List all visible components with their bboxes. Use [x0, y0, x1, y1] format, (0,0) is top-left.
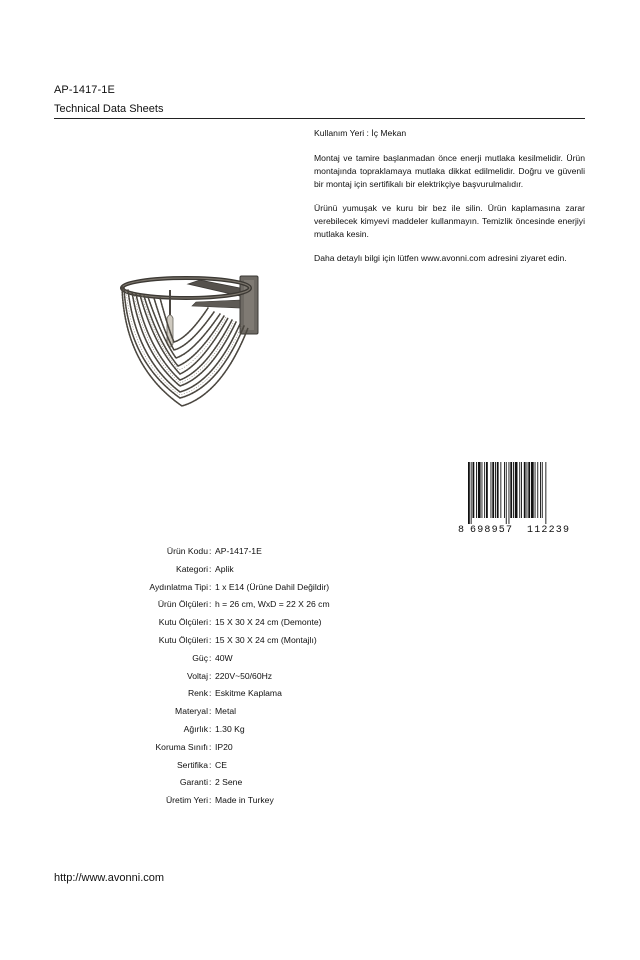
barcode [456, 460, 586, 534]
barcode-bar [513, 462, 514, 518]
spec-value: h = 26 cm, WxD = 22 X 26 cm [215, 599, 330, 610]
barcode-right-digits: 112239 [527, 525, 571, 534]
spec-separator: : [209, 706, 212, 717]
spec-value: 220V~50/60Hz [215, 670, 273, 681]
spec-separator: : [209, 617, 212, 628]
footer-url: http://www.avonni.com [54, 872, 165, 884]
barcode-bar [497, 462, 499, 518]
spec-label: Kutu Ölçüleri [158, 617, 208, 628]
spec-label: Aydınlatma Tipi [149, 581, 208, 592]
barcode-bar [509, 462, 510, 524]
barcode-bars [468, 462, 546, 524]
spec-row [0, 705, 640, 723]
cleaning-instructions: Ürünü yumuşak ve kuru bir bez ile silin. Ürün kaplamasına zarar verebilecek kimyevi maddeler kullanmayın. Temizlik öncesinde enerjiyi mutlaka kesin. [314, 203, 585, 239]
header-divider [54, 118, 585, 119]
barcode-left-digits: 698957 [470, 525, 514, 534]
product-code-heading: AP-1417-1E [54, 84, 115, 96]
spec-label: Güç [192, 652, 208, 663]
spec-row [0, 759, 640, 777]
barcode-bar [521, 462, 522, 518]
barcode-bar [473, 462, 475, 518]
spec-row [0, 598, 640, 616]
spec-label: Ürün Kodu [166, 546, 208, 556]
spec-separator: : [209, 563, 212, 574]
spec-value: 40W [215, 652, 233, 663]
spec-separator: : [209, 795, 212, 806]
spec-separator: : [209, 724, 212, 734]
barcode-bar [510, 462, 512, 518]
usage-info-block [314, 127, 585, 276]
spec-value: Metal [215, 706, 237, 717]
spec-separator: : [209, 652, 212, 663]
spec-separator: : [209, 546, 212, 556]
spec-label: Sertifika [176, 759, 208, 770]
spec-label: Kutu Ölçüleri [158, 635, 208, 645]
spec-label: Üretim Yeri [165, 795, 208, 806]
spec-row [0, 776, 640, 794]
spec-row [0, 794, 640, 812]
spec-row [0, 545, 640, 563]
barcode-bar [524, 462, 526, 518]
spec-separator: : [209, 670, 212, 681]
spec-value: Eskitme Kaplama [215, 688, 282, 699]
barcode-bar [471, 462, 472, 524]
spec-row [0, 616, 640, 634]
spec-value: 15 X 30 X 24 cm (Demonte) [215, 617, 322, 628]
spec-label: Garanti [179, 777, 208, 788]
barcode-bar [468, 462, 470, 524]
barcode-bar [531, 462, 534, 518]
barcode-bar [506, 462, 507, 524]
spec-value: AP-1417-1E [215, 546, 262, 556]
spec-row [0, 741, 640, 759]
usage-place: Kullanım Yeri : İç Mekan [314, 128, 407, 138]
website-notice: Daha detaylı bilgi için lütfen www.avonni.com adresini ziyaret edin. [314, 253, 567, 263]
spec-separator: : [209, 581, 212, 592]
barcode-bar [476, 462, 477, 518]
barcode-bar [478, 462, 481, 518]
barcode-bar [545, 462, 546, 524]
spec-separator: : [209, 599, 212, 610]
spec-label: Voltaj [186, 670, 208, 681]
barcode-bar [495, 462, 496, 518]
spec-separator: : [209, 777, 212, 788]
spec-row [0, 723, 640, 741]
spec-separator: : [209, 635, 212, 645]
spec-separator: : [209, 741, 212, 752]
spec-row [0, 581, 640, 599]
spec-value: 2 Sene [215, 777, 243, 788]
document-subtitle: Technical Data Sheets [54, 103, 164, 115]
product-image [118, 266, 268, 412]
installation-warning: Montaj ve tamire başlanmadan önce enerji mutlaka kesilmelidir. Ürün montajında topraklamaya mutlaka dikkat edilmelidir. Doğru ve güvenli bir montaj için sertifikalı bir elektrikçiye başvurulmalıdır. [314, 153, 585, 189]
spec-value: 15 X 30 X 24 cm (Montajlı) [215, 635, 317, 645]
barcode-bar [515, 462, 518, 518]
spec-row [0, 634, 640, 652]
spec-value: Made in Turkey [215, 795, 274, 806]
spec-value: CE [215, 759, 227, 770]
barcode-bar [537, 462, 538, 518]
barcode-bar [500, 462, 501, 518]
spec-label: Koruma Sınıfı [155, 741, 208, 752]
barcode-bar [542, 462, 543, 518]
barcode-bar [486, 462, 488, 518]
spec-value: 1 x E14 (Ürüne Dahil Değildir) [215, 581, 330, 592]
spec-label: Ürün Ölçüleri [157, 599, 208, 610]
spec-row [0, 652, 640, 670]
barcode-bar [540, 462, 541, 518]
spec-label: Renk [187, 688, 208, 699]
spec-label: Materyal [175, 706, 208, 717]
barcode-bar [527, 462, 528, 518]
barcode-bar [484, 462, 485, 518]
spec-row [0, 563, 640, 581]
spec-separator: : [209, 759, 212, 770]
spec-label: Kategori [175, 563, 208, 574]
spec-separator: : [209, 688, 212, 699]
spec-row [0, 670, 640, 688]
spec-value: IP20 [215, 741, 233, 752]
barcode-bar [482, 462, 483, 518]
barcode-bar [492, 462, 494, 518]
barcode-bar [535, 462, 536, 518]
barcode-bar [528, 462, 530, 518]
spec-value: 1.30 Kg [215, 724, 245, 734]
barcode-first-digit: 8 [458, 525, 465, 534]
spec-value: Aplik [215, 563, 234, 574]
barcode-bar [491, 462, 492, 518]
spec-label: Ağırlık [183, 724, 208, 734]
spec-row [0, 687, 640, 705]
barcode-bar [519, 462, 520, 518]
barcode-bar [504, 462, 505, 518]
